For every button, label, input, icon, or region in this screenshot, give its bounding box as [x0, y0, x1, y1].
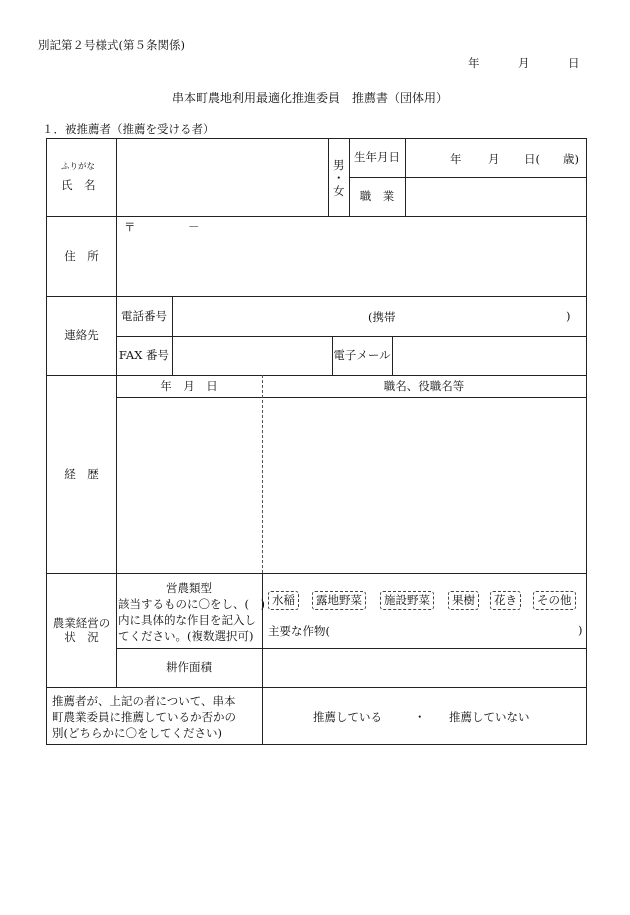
postal-mark: 〒: [124, 220, 136, 234]
recommend-question: [52, 693, 236, 741]
answer-separator: ・: [414, 710, 426, 724]
name-label: 氏 名: [61, 178, 96, 192]
mobile-close-paren: ): [566, 309, 571, 323]
date-year-label: 年: [468, 56, 480, 70]
name-field[interactable]: [116, 138, 328, 216]
date-month-label: 月: [518, 56, 530, 70]
birth-month-label: 月: [488, 152, 500, 166]
farming-status-label-line2: 状 況: [64, 630, 99, 644]
main-crops-field[interactable]: [340, 620, 572, 638]
occupation-field[interactable]: [406, 178, 586, 216]
email-field[interactable]: [393, 337, 586, 375]
postal-dash: －: [188, 220, 200, 234]
occupation-label: 職 業: [359, 189, 395, 204]
option-fruit-trees[interactable]: 果樹: [448, 591, 479, 610]
address-field[interactable]: [117, 217, 586, 296]
option-paddy-rice[interactable]: 水稲: [268, 591, 299, 610]
column-divider: [328, 138, 329, 217]
sex-separator: ・: [333, 171, 345, 185]
furigana-label: ふりがな: [61, 162, 96, 172]
birth-year-label: 年: [450, 152, 462, 166]
farming-type-note-2: 内に具体的な作目を記入し: [118, 613, 256, 627]
cultivated-area-field[interactable]: [263, 649, 586, 687]
section-heading: １．被推薦者（推薦を受ける者）: [42, 122, 215, 136]
answer-recommended-option[interactable]: 推薦している: [313, 710, 382, 724]
table-border: [46, 744, 587, 745]
birthdate-label: 生年月日: [354, 150, 400, 165]
career-positions-field[interactable]: [263, 398, 586, 573]
career-dates-field[interactable]: [117, 398, 261, 573]
career-position-header: 職名、役職名等: [383, 378, 465, 393]
fax-label: FAX 番号: [118, 348, 170, 363]
row-divider: [46, 687, 587, 688]
cultivated-area-label: 耕作面積: [166, 660, 212, 675]
career-date-header: 年 月 日: [160, 378, 218, 393]
recommend-question-line2: 町農業委員に推薦しているか否かの: [52, 710, 236, 724]
option-open-field-vegetables[interactable]: 露地野菜: [312, 591, 366, 610]
birth-day-age-label: 日( 歳): [524, 152, 579, 166]
contact-label: 連絡先: [64, 328, 99, 343]
page-title: 串本町農地利用最適化推進委員 推薦書（団体用）: [172, 91, 449, 105]
sex-male-option[interactable]: 男: [333, 158, 345, 172]
form-number: 別記第２号様式(第５条関係): [38, 38, 185, 52]
recommend-question-line3: 別(どちらかに〇をしてください): [52, 726, 222, 740]
recommend-question-line1: 推薦者が、上記の者について、串本: [52, 694, 236, 708]
farming-type-note-1: 該当するものに〇をし、( ): [118, 597, 265, 611]
farming-status-label: [47, 573, 116, 687]
sex-female-option[interactable]: 女: [333, 184, 345, 198]
option-greenhouse-vegetables[interactable]: 施設野菜: [380, 591, 434, 610]
farming-type-note-3: てください。(複数選択可): [118, 629, 254, 643]
date-day-label: 日: [568, 56, 580, 70]
mobile-label: (携帯: [368, 310, 396, 324]
fax-field[interactable]: [173, 337, 332, 375]
career-label: 経 歴: [64, 466, 99, 481]
table-border: [586, 138, 587, 745]
option-other[interactable]: その他: [533, 591, 576, 610]
farming-type-title: 営農類型: [166, 581, 212, 595]
row-divider: [46, 573, 587, 574]
option-flowers[interactable]: 花き: [490, 591, 521, 610]
phone-label: 電話番号: [121, 308, 167, 323]
farming-status-label-line1: 農業経営の: [52, 615, 111, 630]
main-crops-label: 主要な作物(: [268, 624, 330, 638]
email-label: 電子メール: [333, 348, 391, 363]
answer-not-recommended-option[interactable]: 推薦していない: [449, 710, 530, 724]
main-crops-close: ): [578, 623, 583, 637]
address-label: 住 所: [64, 248, 99, 263]
